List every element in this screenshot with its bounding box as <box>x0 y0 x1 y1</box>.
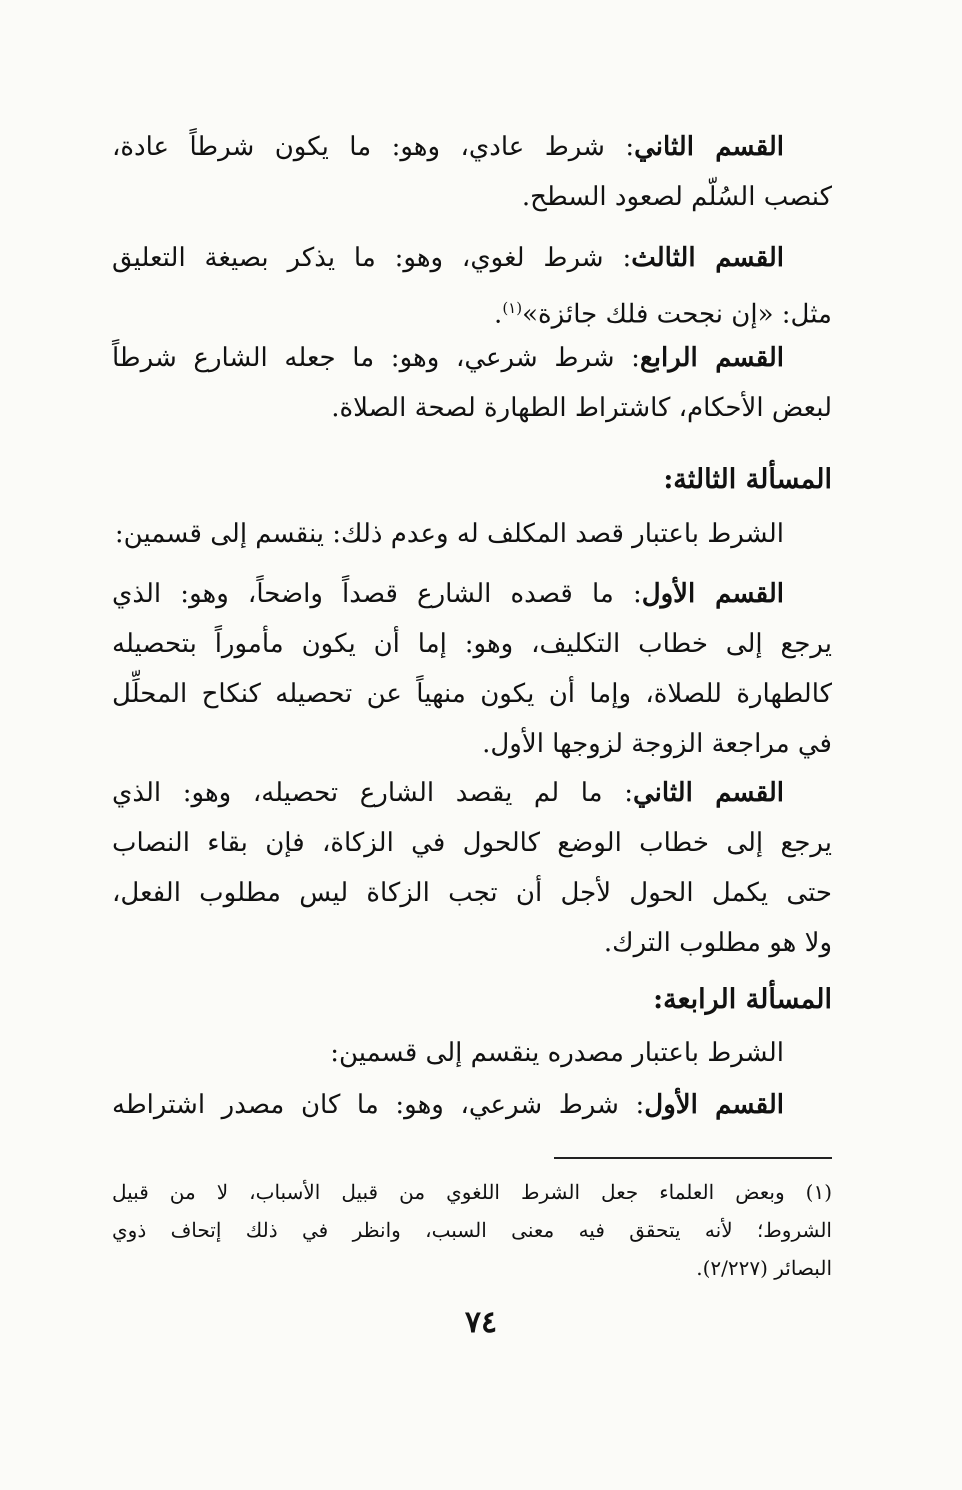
section-heading-fourth-issue: المسألة الرابعة: <box>653 984 832 1015</box>
paragraph-line: حتى يكمل الحول لأجل أن تجب الزكاة ليس مطلوب الفعل، <box>112 878 832 908</box>
footnote-reference[interactable]: (١) <box>502 299 523 317</box>
paragraph-line: كنصب السُلّم لصعود السطح. <box>521 182 832 212</box>
footnote <box>112 1173 832 1287</box>
paragraph-line: الشرط باعتبار قصد المكلف له وعدم ذلك: ينقسم إلى قسمين: <box>114 519 784 549</box>
text-run: . <box>494 299 503 330</box>
paragraph-line <box>112 283 832 333</box>
paragraph-line: لبعض الأحكام، كاشتراط الطهارة لصحة الصلاة. <box>331 393 832 423</box>
text-run: مثل: «إن نجحت فلك جائزة» <box>522 299 832 330</box>
text-run: : شرط عادي، وهو: ما يكون شرطاً عادة، <box>112 132 635 162</box>
text-run: : ما قصده الشارع قصداً واضحاً، وهو: الذي <box>112 579 642 609</box>
paragraph-line <box>112 333 832 383</box>
text-run: : شرط شرعي، وهو: ما كان مصدر اشتراطه <box>112 1090 645 1120</box>
paragraph-line <box>112 1080 832 1130</box>
paragraph-second-section-unintended <box>112 768 832 968</box>
paragraph-first-section-legal-source <box>112 1080 832 1130</box>
paragraph-line: كالطهارة للصلاة، وإما أن يكون منهياً عن تحصيله كنكاح المحلِّل <box>112 679 832 709</box>
section-label: القسم الأول <box>644 1090 784 1120</box>
page-number: ٧٤ <box>464 1305 498 1340</box>
paragraph-third-section-linguistic <box>112 233 832 333</box>
footnote-line: (١) وبعض العلماء جعل الشرط اللغوي من قبيل الأسباب، لا من قبيل <box>112 1180 832 1204</box>
paragraph-line: يرجع إلى خطاب الوضع كالحول في الزكاة، فإن بقاء النصاب <box>112 828 832 858</box>
section-label: القسم الثاني <box>634 132 784 162</box>
text-run: : ما لم يقصد الشارع تحصيله، وهو: الذي <box>112 778 633 808</box>
paragraph-line <box>112 768 832 818</box>
paragraph-first-section-intended <box>112 569 832 769</box>
text-run: : شرط لغوي، وهو: ما يذكر بصيغة التعليق <box>112 243 632 273</box>
paragraph-second-section-ordinary <box>112 122 832 222</box>
text-run: : شرط شرعي، وهو: ما جعله الشارع شرطاً <box>112 343 640 373</box>
paragraph-line <box>112 122 832 172</box>
paragraph-intro-source <box>112 1028 832 1078</box>
section-label: القسم الثالث <box>631 243 784 273</box>
footnote-separator <box>554 1157 832 1159</box>
section-heading-third-issue: المسألة الثالثة: <box>663 464 832 495</box>
paragraph-line <box>112 233 832 283</box>
footnote-line: الشروط؛ لأنه يتحقق فيه معنى السبب، وانظر في ذلك إتحاف ذوي <box>112 1218 832 1242</box>
paragraph-line <box>112 569 832 619</box>
paragraph-fourth-section-legal <box>112 333 832 433</box>
paragraph-intro-intent <box>112 509 832 559</box>
paragraph-line: يرجع إلى خطاب التكليف، وهو: إما أن يكون مأموراً بتحصيله <box>112 629 832 659</box>
footnote-line: البصائر (٢/٢٢٧). <box>696 1256 832 1280</box>
paragraph-line: الشرط باعتبار مصدره ينقسم إلى قسمين: <box>330 1038 784 1068</box>
section-label: القسم الأول <box>641 579 784 609</box>
section-label: القسم الثاني <box>632 778 784 808</box>
paragraph-line: ولا هو مطلوب الترك. <box>603 928 832 958</box>
paragraph-line: في مراجعة الزوجة لزوجها الأول. <box>482 729 832 759</box>
section-label: القسم الرابع <box>639 343 785 373</box>
